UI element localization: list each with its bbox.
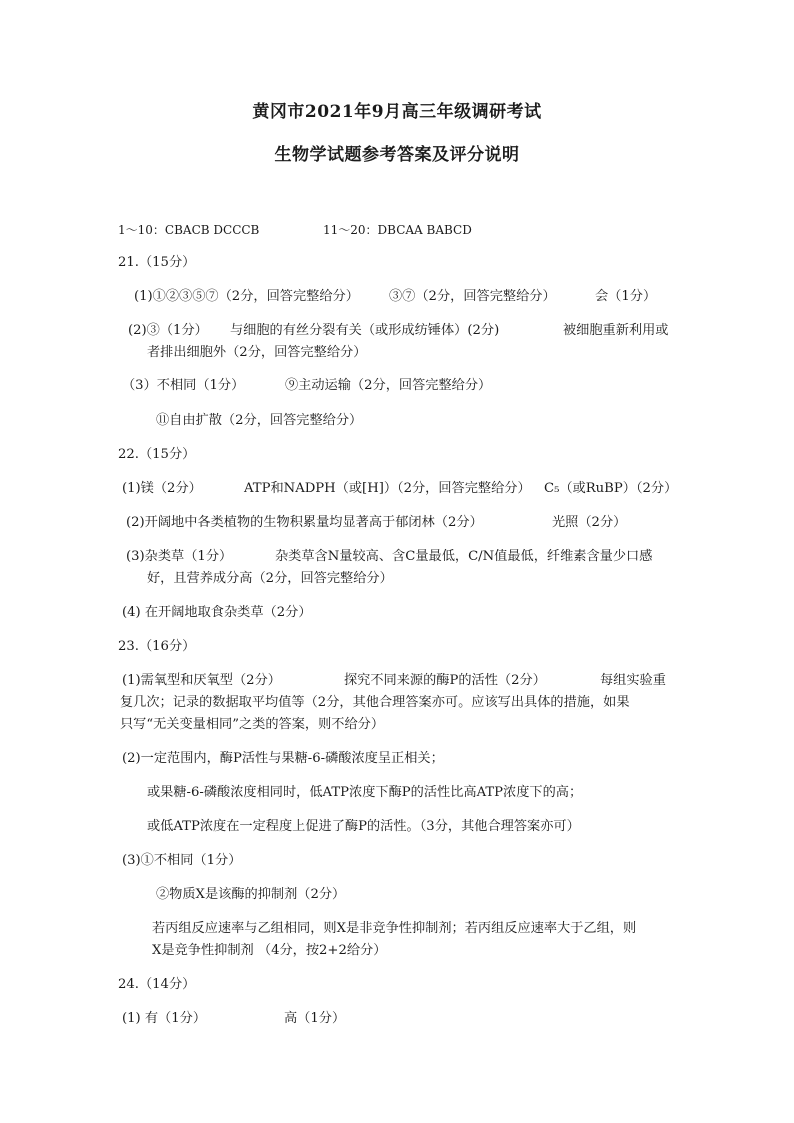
- q21-part3-answer-a: （3）不相同（1分）: [122, 378, 245, 393]
- q22-part3-answer-b: 杂类草含N量较高、含C量最低，C/N值最低，纤维素含量少口感: [275, 549, 653, 564]
- q22-part3-answer-c: 好，且营养成分高（2分，回答完整给分）: [147, 571, 393, 586]
- q24-part1-answer-b: 高（1分）: [284, 1011, 346, 1026]
- q21-part3-answer-b: ⑨主动运输（2分，回答完整给分）: [285, 378, 492, 393]
- page-subtitle: 生物学试题参考答案及评分说明: [274, 145, 520, 165]
- q21-part1-answer-c: 会（1分）: [595, 289, 657, 304]
- q23-part1-answer-e: 只写“无关变量相同”之类的答案，则不给分）: [120, 717, 385, 732]
- q22-part3-answer-a: (3)杂类草（1分）: [126, 549, 233, 564]
- q23-part1-answer-b: 探究不同来源的酶P的活性（2分）: [344, 673, 546, 688]
- q23-part3-answer-a: (3)①不相同（1分）: [122, 853, 242, 868]
- q24-part1-answer-a: (1) 有（1分）: [122, 1011, 207, 1026]
- q23-part3-answer-c: 若丙组反应速率与乙组相同，则X是非竞争性抑制剂；若丙组反应速率大于乙组，则: [152, 921, 637, 936]
- q22-part1-answer-a: (1)镁（2分）: [122, 481, 202, 496]
- q21-part1-answer-b: ③⑦（2分，回答完整给分）: [389, 289, 556, 304]
- q23-part3-answer-b: ②物质X是该酶的抑制剂（2分）: [156, 887, 346, 902]
- q21-part1-answer-a: (1)①②③⑤⑦（2分，回答完整给分）: [134, 289, 359, 304]
- q22-part2-answer-b: 光照（2分）: [552, 515, 627, 530]
- q23-part1-answer-d: 复几次；记录的数据取平均值等（2分，其他合理答案亦可。应该写出具体的措施，如果: [120, 695, 630, 710]
- q23-heading: 23.（16分）: [118, 639, 196, 654]
- q23-part1-answer-c: 每组实验重: [600, 673, 666, 688]
- q21-part3-answer-c: ⑪自由扩散（2分，回答完整给分）: [156, 413, 363, 428]
- mc-answers-11-20: 11～20：DBCAA BABCD: [323, 223, 472, 237]
- q23-part1-answer-a: (1)需氧型和厌氧型（2分）: [122, 673, 281, 688]
- q22-part1-answer-b: ATP和NADPH（或[H]）（2分，回答完整给分）: [244, 481, 531, 496]
- q21-part2-answer-c: 被细胞重新利用或: [563, 323, 669, 338]
- q21-heading: 21.（15分）: [118, 255, 196, 270]
- q21-part2-answer-d: 者排出细胞外（2分，回答完整给分）: [147, 345, 367, 360]
- q22-part4-answer: (4) 在开阔地取食杂类草（2分）: [122, 605, 312, 620]
- q22-part2-answer-a: (2)开阔地中各类植物的生物积累量均显著高于郁闭林（2分）: [126, 515, 483, 530]
- q23-part2-answer-c: 或低ATP浓度在一定程度上促进了酶P的活性。（3分，其他合理答案亦可）: [147, 819, 580, 834]
- q21-part2-answer-b: 与细胞的有丝分裂有关（或形成纺锤体）(2分): [230, 323, 500, 338]
- page-title: 黄冈市2021年9月高三年级调研考试: [252, 102, 542, 122]
- q21-part2-answer-a: (2)③（1分）: [128, 323, 208, 338]
- q23-part2-answer-a: (2)一定范围内，酶P活性与果糖-6-磷酸浓度呈正相关；: [122, 751, 444, 766]
- q23-part3-answer-d: X是竞争性抑制剂 （4分，按2+2给分）: [152, 943, 387, 958]
- q23-part2-answer-b: 或果糖-6-磷酸浓度相同时，低ATP浓度下酶P的活性比高ATP浓度下的高；: [147, 785, 583, 800]
- q22-heading: 22.（15分）: [118, 447, 196, 462]
- q24-heading: 24.（14分）: [118, 977, 196, 992]
- q22-part1-answer-c: C₅（或RuBP）（2分）: [544, 481, 678, 496]
- mc-answers-1-10: 1～10：CBACB DCCCB: [118, 223, 260, 237]
